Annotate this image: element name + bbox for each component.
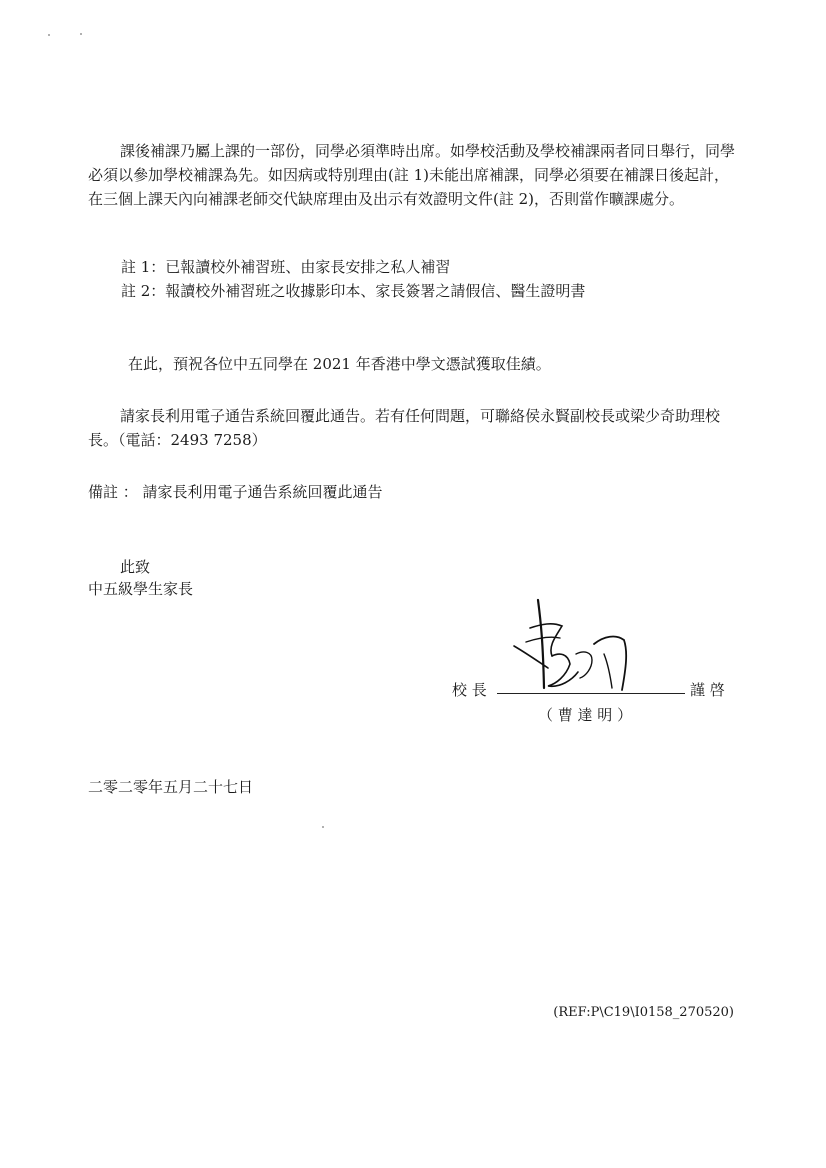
- respectfully-closing: 謹 啓: [690, 681, 725, 699]
- scan-speck: [322, 826, 324, 828]
- note-1: 註 1：已報讀校外補習班、由家長安排之私人補習: [121, 258, 451, 276]
- letter-date: 二零二零年五月二十七日: [88, 778, 254, 796]
- contact-paragraph: 請家長利用電子通告系統回覆此通告。若有任何問題，可聯絡侯永賢副校長或梁少奇助理校長。（電話：2493 7258）: [88, 407, 721, 449]
- principal-signature: [508, 598, 638, 698]
- signature-line: [497, 693, 685, 694]
- note-2: 註 2：報讀校外補習班之收據影印本、家長簽署之請假信、醫生證明書: [121, 282, 586, 300]
- scan-speck: [48, 34, 50, 36]
- closing-salutation: 此致: [120, 558, 151, 576]
- remark-line: 備註 ： 請家長利用電子通告系統回覆此通告: [88, 483, 383, 501]
- best-wishes-paragraph: 在此，預祝各位中五同學在 2021 年香港中學文憑試獲取佳績。: [128, 355, 551, 373]
- letter-recipient: 中五級學生家長: [88, 580, 194, 598]
- makeup-class-paragraph: 課後補課乃屬上課的一部份，同學必須準時出席。如學校活動及學校補課兩者同日舉行，同學必須以參加學校補課為先。如因病或特別理由(註 1)未能出席補課，同學必須要在補課日後起計，在三個上課天內向補課老師交代缺席理由及出示有效證明文件(註 2)，否則當作曠課處分。: [88, 142, 736, 208]
- scan-speck: [80, 33, 82, 35]
- principal-title: 校 長: [452, 681, 487, 699]
- reference-code: (REF:P\C19\I0158_270520): [553, 1005, 734, 1020]
- principal-name: （ 曹 達 明 ）: [538, 706, 633, 724]
